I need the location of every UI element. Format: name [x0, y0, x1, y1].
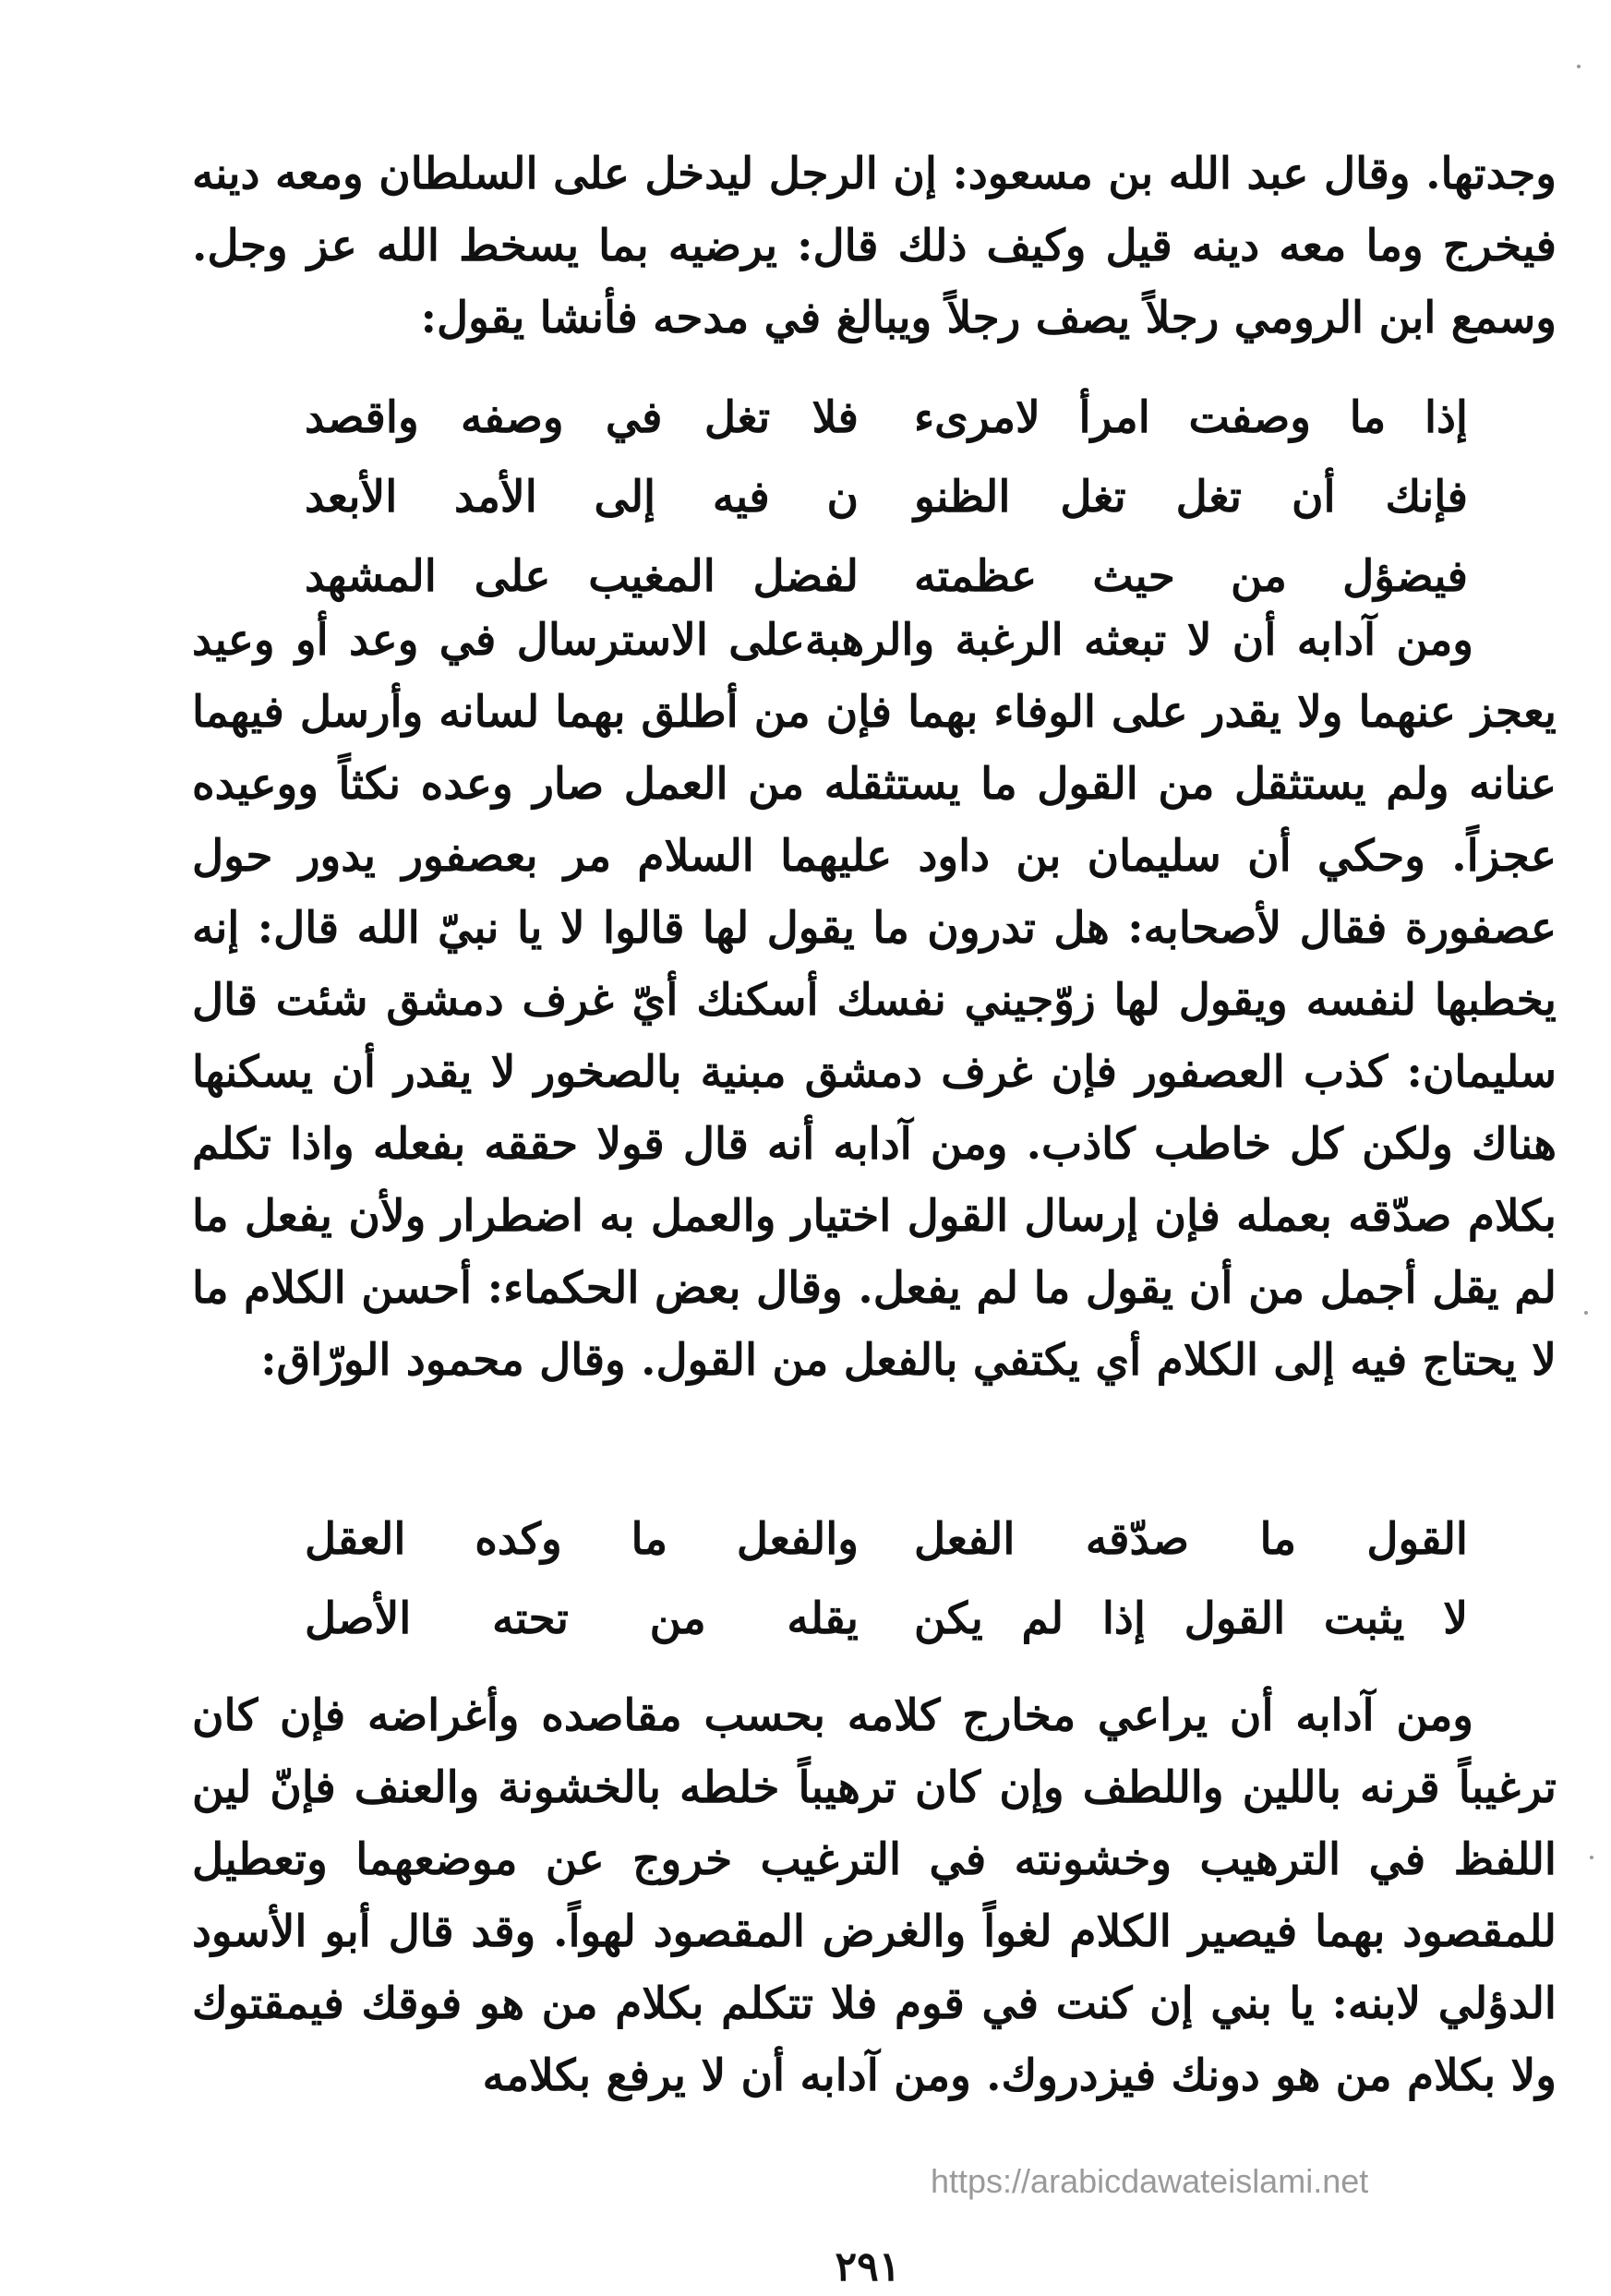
verse-first-hemistich: إذا ما وصفت امرأ لامرىء [914, 392, 1468, 443]
paragraph-middle: ومن آدابه أن لا تبعثه الرغبة والرهبةعلى الاسترسال في وعد أو وعيد يعجز عنهما ولا يقدر على الوفاء بهما فإن من أطلق بهما لسانه وأرسل فيهما عنانه ولم يستثقل من القول ما يستثقله من العمل صار وعده نكثاً ووعيده عجزاً. وحكي أن سليمان بن داود عليهما السلام مر بعصفور يدور حول عصفورة فقال لأصحابه: هل تدرون ما يقول لها قالوا لا يا نبيّ الله قال: إنه يخطبها لنفسه ويقول لها زوّجيني نفسك أسكنك أيّ غرف دمشق شئت قال سليمان: كذب العصفور فإن غرف دمشق مبنية بالصخور لا يقدر أن يسكنها هناك ولكن كل خاطب كاذب. ومن آدابه أنه قال قولا حققه بفعله واذا تكلم بكلام صدّقه بعمله فإن إرسال القول اختيار والعمل به اضطرار ولأن يفعل ما لم يقل أجمل من أن يقول ما لم يفعل. وقال بعض الحكماء: أحسن الكلام ما لا يحتاج فيه إلى الكلام أي يكتفي بالفعل من القول. وقال محمود الورّاق: [192, 615, 1557, 1386]
verse-second-hemistich: ن فيه إلى الأمد الأبعد [305, 472, 859, 523]
verse-first-hemistich: فيضؤل من حيث عظمته [914, 551, 1468, 602]
poem-verse [305, 458, 1468, 537]
scan-speck [1590, 1856, 1593, 1859]
verse-second-hemistich: فلا تغل في وصفه واقصد [305, 392, 859, 443]
page-number: ٢٩١ [835, 2243, 901, 2290]
poem-ibn-al-rumi [305, 379, 1468, 617]
text-block-middle [192, 605, 1557, 1397]
paragraph-top: وجدتها. وقال عبد الله بن مسعود: إن الرجل ليدخل على السلطان ومعه دينه فيخرج وما معه دينه قيل وكيف ذلك قال: يرضيه بما يسخط الله عز وجل. وسمع ابن الرومي رجلاً يصف رجلاً ويبالغ في مدحه فأنشا يقول: [192, 149, 1557, 343]
text-block-top [192, 138, 1557, 355]
scan-speck [1577, 65, 1581, 68]
verse-second-hemistich: يقله من تحته الأصل [305, 1593, 859, 1644]
verse-first-hemistich: لا يثبت القول إذا لم يكن [914, 1593, 1468, 1644]
poem-verse [305, 1580, 1468, 1659]
poem-verse [305, 1500, 1468, 1580]
poem-mahmud-al-warraq [305, 1500, 1468, 1659]
verse-second-hemistich: والفعل ما وكده العقل [305, 1514, 859, 1565]
scan-speck [1584, 1311, 1588, 1315]
text-block-bottom [192, 1680, 1557, 2112]
poem-verse [305, 379, 1468, 458]
verse-first-hemistich: القول ما صدّقه الفعل [914, 1514, 1468, 1565]
watermark-url: https://arabicdawateislami.net [931, 2162, 1369, 2200]
verse-second-hemistich: لفضل المغيب على المشهد [305, 551, 859, 602]
paragraph-bottom: ومن آدابه أن يراعي مخارج كلامه بحسب مقاصده وأغراضه فإن كان ترغيباً قرنه باللين واللطف وإن كان ترهيباً خلطه بالخشونة والعنف فإنّ لين اللفظ في الترهيب وخشونته في الترغيب خروج عن موضعهما وتعطيل للمقصود بهما فيصير الكلام لغواً والغرض المقصود لهواً. وقد قال أبو الأسود الدؤلي لابنه: يا بني إن كنت في قوم فلا تتكلم بكلام من هو فوقك فيمقتوك ولا بكلام من هو دونك فيزدروك. ومن آدابه أن لا يرفع بكلامه [192, 1690, 1557, 2101]
verse-first-hemistich: فإنك أن تغل تغل الظنو [914, 472, 1468, 523]
